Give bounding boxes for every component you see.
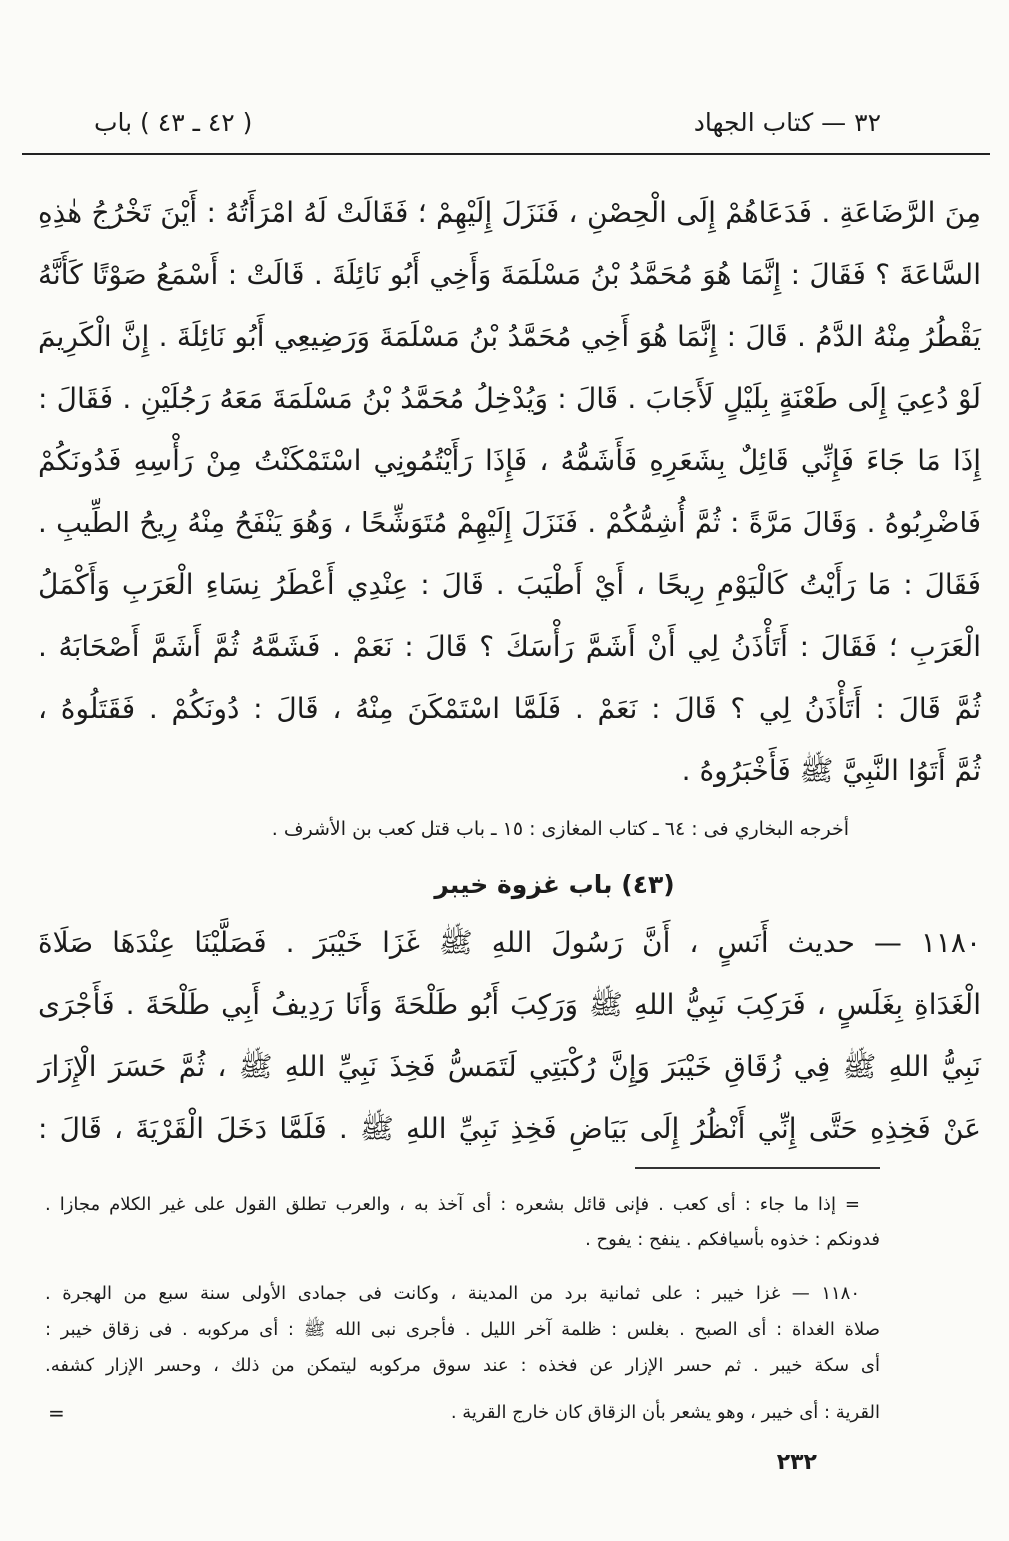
footnote-line: = إذا ما جاء : أى كعب . فإنى قائل بشعره : أى آخذ به ، والعرب تطلق القول على غير الكلام مجازا . xyxy=(45,1194,860,1215)
footnote-line: أى سكة خيبر . ثم حسر الإزار عن فخذه : عند سوق مركوبه ليتمكن من ذلك ، وحسر الإزار كشفه. xyxy=(45,1355,880,1376)
footnote-separator xyxy=(635,1167,880,1169)
text-line: السَّاعَةَ ؟ فَقَالَ : إِنَّمَا هُوَ مُحَمَّدُ بْنُ مَسْلَمَةَ وَأَخِي أَبُو نَائِلَةَ . قَالَتْ : أَسْمَعُ صَوْتًا كَأَنَّهُ xyxy=(38,258,981,291)
footnote-line: ١١٨٠ — غزا خيبر : على ثمانية برد من المدينة ، وكانت فى جمادى الأولى سنة سبع من الهجرة . xyxy=(45,1283,860,1304)
footnote-line: القرية : أى خيبر ، وهو يشعر بأن الزقاق كان خارج القرية . xyxy=(450,1402,880,1423)
text-line: ثُمَّ قَالَ : أَتَأْذَنُ لِي ؟ قَالَ : نَعَمْ . فَلَمَّا اسْتَمْكَنَ مِنْهُ ، قَالَ : دُونَكُمْ . فَقَتَلُوهُ ، xyxy=(38,692,981,725)
running-head-section: ( ٤٢ ـ ٤٣ ) باب xyxy=(94,108,253,137)
text-line: مِنَ الرَّضَاعَةِ . فَدَعَاهُمْ إِلَى الْحِصْنِ ، فَنَزَلَ إِلَيْهِمْ ؛ فَقَالَتْ لَهُ امْرَأَتُهُ : أَيْنَ تَخْرُجُ هٰذِهِ xyxy=(38,196,981,229)
hadith-1180 xyxy=(38,912,981,1160)
running-head-chapter: ٣٢ — كتاب الجهاد xyxy=(693,108,881,137)
footnote-line: صلاة الغداة : أى الصبح . بغلس : ظلمة آخر الليل . فأجرى نبى الله ﷺ : أى مركوبه . فى زقاق خيبر : xyxy=(45,1319,880,1340)
source-note: أخرجه البخاري فى : ٦٤ ـ كتاب المغازى : ١٥ ـ باب قتل كعب بن الأشرف . xyxy=(271,818,849,840)
text-line: فَقَالَ : مَا رَأَيْتُ كَالْيَوْمِ رِيحًا ، أَيْ أَطْيَبَ . قَالَ : عِنْدِي أَعْطَرُ نِسَاءِ الْعَرَبِ وَأَكْمَلُ xyxy=(38,568,981,601)
hadith-line: الْغَدَاةِ بِغَلَسٍ ، فَرَكِبَ نَبِيُّ اللهِ ﷺ وَرَكِبَ أَبُو طَلْحَةَ وَأَنَا رَدِيفُ أَبِي طَلْحَةَ . فَأَجْرَى xyxy=(38,988,981,1021)
hadith-continuation xyxy=(38,182,981,802)
text-line: ثُمَّ أَتَوُا النَّبِيَّ ﷺ فَأَخْبَرُوهُ . xyxy=(681,754,981,787)
page-number: ٢٣٢ xyxy=(776,1450,817,1475)
footnote-line: فدونكم : خذوه بأسيافكم . ينفح : يفوح . xyxy=(585,1229,880,1250)
text-line: الْعَرَبِ ؛ فَقَالَ : أَتَأْذَنُ لِي أَنْ أَشَمَّ رَأْسَكَ ؟ قَالَ : نَعَمْ . فَشَمَّهُ ثُمَّ أَشَمَّ أَصْحَابَهُ . xyxy=(38,630,981,663)
header-rule xyxy=(22,153,990,155)
text-line: لَوْ دُعِيَ إِلَى طَعْنَةٍ بِلَيْلٍ لَأَجَابَ . قَالَ : وَيُدْخِلُ مُحَمَّدُ بْنُ مَسْلَمَةَ مَعَهُ رَجُلَيْنِ . فَقَالَ : xyxy=(38,382,981,415)
footnote-continuation-mark: = xyxy=(48,1401,65,1425)
section-heading: (٤٣) باب غزوة خيبر xyxy=(434,870,675,899)
text-line: فَاضْرِبُوهُ . وَقَالَ مَرَّةً : ثُمَّ أُشِمُّكُمْ . فَنَزَلَ إِلَيْهِمْ مُتَوَشِّحًا ، وَهُوَ يَنْفَحُ مِنْهُ رِيحُ الطِّيبِ . xyxy=(38,507,981,539)
hadith-line: ١١٨٠ — حديث أَنَسٍ ، أَنَّ رَسُولَ اللهِ ﷺ غَزَا خَيْبَرَ . فَصَلَّيْنَا عِنْدَهَا صَلَاةَ xyxy=(38,926,981,959)
text-line: يَقْطُرُ مِنْهُ الدَّمُ . قَالَ : إِنَّمَا هُوَ أَخِي مُحَمَّدُ بْنُ مَسْلَمَةَ وَرَضِيعِي أَبُو نَائِلَةَ . إِنَّ الْكَرِيمَ xyxy=(38,320,981,353)
hadith-line: عَنْ فَخِذِهِ حَتَّى إِنِّي أَنْظُرُ إِلَى بَيَاضِ فَخِذِ نَبِيِّ اللهِ ﷺ . فَلَمَّا دَخَلَ الْقَرْيَةَ ، قَالَ : xyxy=(38,1112,981,1145)
text-line: إِذَا مَا جَاءَ فَإِنِّي قَائِلٌ بِشَعَرِهِ فَأَشَمُّهُ ، فَإِذَا رَأَيْتُمُونِي اسْتَمْكَنْتُ مِنْ رَأْسِهِ فَدُونَكُمْ xyxy=(38,444,981,477)
hadith-line: نَبِيُّ اللهِ ﷺ فِي زُقَاقِ خَيْبَرَ وَإِنَّ رُكْبَتِي لَتَمَسُّ فَخِذَ نَبِيِّ اللهِ ﷺ ، ثُمَّ حَسَرَ الْإِزَارَ xyxy=(38,1050,981,1083)
